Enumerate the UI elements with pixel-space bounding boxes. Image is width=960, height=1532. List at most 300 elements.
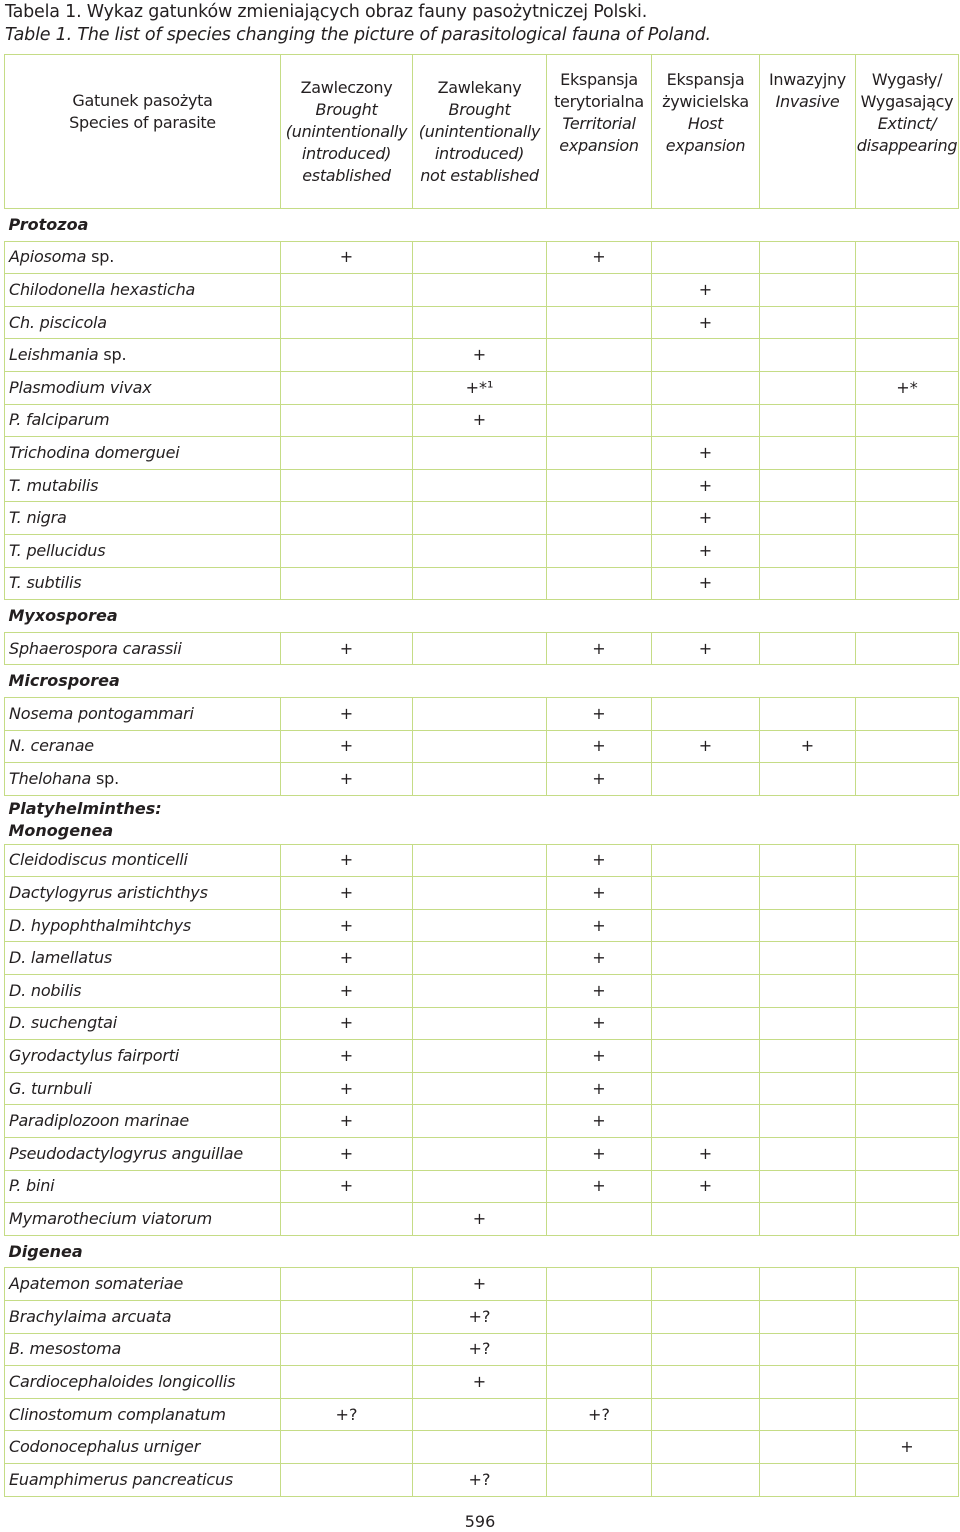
mark-cell-6 xyxy=(760,909,856,942)
mark-cell-4: + xyxy=(547,632,652,665)
table-row xyxy=(5,1333,959,1366)
mark-cell-7 xyxy=(856,404,959,437)
species-name: T. nigra xyxy=(9,508,67,528)
mark-cell-2: + xyxy=(281,1007,413,1040)
table-row xyxy=(5,469,959,502)
column-header-english: Brought xyxy=(315,99,378,119)
table-row xyxy=(5,1138,959,1171)
table-row xyxy=(5,1431,959,1464)
species-name: Mymarothecium viatorum xyxy=(9,1209,213,1229)
mark-cell-5 xyxy=(652,1268,760,1301)
group-heading-row xyxy=(5,795,959,844)
mark-cell-5 xyxy=(652,942,760,975)
mark-cell-6 xyxy=(760,975,856,1008)
mark-cell-3 xyxy=(413,877,547,910)
mark-cell-4: + xyxy=(547,975,652,1008)
mark-cell-2: + xyxy=(281,632,413,665)
table-row xyxy=(5,1268,959,1301)
column-header-polish: Ekspansja żywicielska xyxy=(662,70,749,111)
mark-cell-3 xyxy=(413,567,547,600)
species-name-cell xyxy=(5,404,281,437)
mark-cell-6 xyxy=(760,1398,856,1431)
species-name-cell xyxy=(5,1366,281,1399)
mark-cell-4 xyxy=(547,1463,652,1496)
mark-cell-6 xyxy=(760,339,856,372)
mark-cell-4 xyxy=(547,1268,652,1301)
mark-cell-2 xyxy=(281,567,413,600)
mark-cell-3: + xyxy=(413,1366,547,1399)
column-header-6 xyxy=(760,55,856,209)
column-header-7 xyxy=(856,55,959,209)
species-name: Chilodonella hexasticha xyxy=(9,279,196,299)
mark-cell-2: + xyxy=(281,730,413,763)
species-name: T. pellucidus xyxy=(9,540,106,560)
mark-cell-6 xyxy=(760,1105,856,1138)
mark-cell-6 xyxy=(760,763,856,796)
column-header-english: Territorial xyxy=(562,114,636,133)
mark-cell-3 xyxy=(413,844,547,877)
mark-cell-7 xyxy=(856,763,959,796)
mark-cell-2 xyxy=(281,274,413,307)
species-name-cell xyxy=(5,1040,281,1073)
species-name-cell xyxy=(5,339,281,372)
mark-cell-6 xyxy=(760,1203,856,1236)
mark-cell-3 xyxy=(413,1072,547,1105)
table-row xyxy=(5,1072,959,1105)
species-name-cell xyxy=(5,1203,281,1236)
species-name-cell xyxy=(5,502,281,535)
table-body xyxy=(5,209,959,1497)
mark-cell-3 xyxy=(413,763,547,796)
column-header-english: Species of parasite xyxy=(69,113,216,132)
mark-cell-2 xyxy=(281,404,413,437)
group-heading xyxy=(5,600,959,633)
mark-cell-3 xyxy=(413,241,547,274)
mark-cell-5: + xyxy=(652,469,760,502)
mark-cell-7 xyxy=(856,1007,959,1040)
species-name: Gyrodactylus fairporti xyxy=(9,1046,180,1066)
mark-cell-5: + xyxy=(652,274,760,307)
mark-cell-5 xyxy=(652,1463,760,1496)
mark-cell-5: + xyxy=(652,730,760,763)
mark-cell-7 xyxy=(856,975,959,1008)
mark-cell-6 xyxy=(760,241,856,274)
species-name: T. mutabilis xyxy=(9,475,99,495)
mark-cell-2: + xyxy=(281,1072,413,1105)
header-row xyxy=(5,55,959,209)
mark-cell-2 xyxy=(281,339,413,372)
mark-cell-4 xyxy=(547,306,652,339)
table-row xyxy=(5,1301,959,1334)
table-row xyxy=(5,534,959,567)
mark-cell-6 xyxy=(760,1138,856,1171)
species-name-cell xyxy=(5,632,281,665)
mark-cell-7 xyxy=(856,274,959,307)
species-name: P. falciparum xyxy=(9,410,110,430)
mark-cell-5: + xyxy=(652,437,760,470)
species-name-cell xyxy=(5,1268,281,1301)
mark-cell-2: + xyxy=(281,844,413,877)
column-header-english: expansion xyxy=(559,136,639,155)
species-name: T. subtilis xyxy=(9,573,82,593)
species-name-cell xyxy=(5,697,281,730)
mark-cell-7 xyxy=(856,437,959,470)
mark-cell-7 xyxy=(856,1072,959,1105)
mark-cell-4: + xyxy=(547,763,652,796)
table-row xyxy=(5,942,959,975)
mark-cell-4 xyxy=(547,1203,652,1236)
mark-cell-7 xyxy=(856,1040,959,1073)
group-heading xyxy=(5,209,959,242)
mark-cell-3 xyxy=(413,534,547,567)
species-name-cell xyxy=(5,241,281,274)
column-header-2 xyxy=(281,55,413,209)
mark-cell-2 xyxy=(281,1366,413,1399)
table-row xyxy=(5,1366,959,1399)
species-name: Trichodina domerguei xyxy=(9,442,180,462)
mark-cell-6 xyxy=(760,437,856,470)
mark-cell-7 xyxy=(856,1398,959,1431)
species-name: Nosema pontogammari xyxy=(9,703,194,723)
mark-cell-2: + xyxy=(281,1170,413,1203)
table-row xyxy=(5,1203,959,1236)
mark-cell-5 xyxy=(652,1072,760,1105)
mark-cell-4: + xyxy=(547,1170,652,1203)
species-name: B. mesostoma xyxy=(9,1339,122,1359)
mark-cell-5 xyxy=(652,763,760,796)
column-header-english: expansion xyxy=(665,136,746,155)
column-header-english: Brought xyxy=(448,99,511,119)
mark-cell-4 xyxy=(547,534,652,567)
mark-cell-5 xyxy=(652,1105,760,1138)
mark-cell-4 xyxy=(547,274,652,307)
column-header-english: not established xyxy=(420,165,539,185)
mark-cell-6 xyxy=(760,274,856,307)
mark-cell-6 xyxy=(760,632,856,665)
mark-cell-5 xyxy=(652,1431,760,1464)
mark-cell-5: + xyxy=(652,306,760,339)
species-name-cell xyxy=(5,306,281,339)
group-label: Myxosporea xyxy=(8,605,118,625)
mark-cell-6 xyxy=(760,469,856,502)
column-header-english: (unintentionally xyxy=(418,121,541,141)
mark-cell-7 xyxy=(856,730,959,763)
mark-cell-7 xyxy=(856,306,959,339)
mark-cell-6 xyxy=(760,567,856,600)
mark-cell-5 xyxy=(652,1040,760,1073)
group-heading-row xyxy=(5,209,959,242)
species-name-cell xyxy=(5,1007,281,1040)
species-name: Clinostomum complanatum xyxy=(9,1404,226,1424)
species-name: Apiosoma xyxy=(9,247,87,267)
mark-cell-7 xyxy=(856,502,959,535)
column-header-1 xyxy=(5,55,281,209)
mark-cell-3: +*¹ xyxy=(413,371,547,404)
column-header-5 xyxy=(652,55,760,209)
column-header-polish: Zawlekany xyxy=(437,77,522,97)
mark-cell-6 xyxy=(760,371,856,404)
mark-cell-2: + xyxy=(281,942,413,975)
mark-cell-3: + xyxy=(413,1203,547,1236)
mark-cell-5 xyxy=(652,339,760,372)
mark-cell-7: +* xyxy=(856,371,959,404)
mark-cell-3: +? xyxy=(413,1333,547,1366)
mark-cell-5 xyxy=(652,1203,760,1236)
mark-cell-7 xyxy=(856,942,959,975)
mark-cell-6 xyxy=(760,1431,856,1464)
species-name: Paradiplozoon marinae xyxy=(9,1111,190,1131)
table-caption-english: Table 1. The list of species changing the picture of parasitological fauna of Poland. xyxy=(5,25,711,45)
mark-cell-3: +? xyxy=(413,1301,547,1334)
group-heading-row xyxy=(5,1235,959,1268)
table-row xyxy=(5,404,959,437)
mark-cell-6 xyxy=(760,404,856,437)
mark-cell-7 xyxy=(856,469,959,502)
mark-cell-6 xyxy=(760,1268,856,1301)
species-name-cell xyxy=(5,567,281,600)
group-label: Protozoa xyxy=(8,214,89,234)
mark-cell-3 xyxy=(413,1398,547,1431)
group-sublabel: Monogenea xyxy=(8,820,114,840)
column-header-english: (unintentionally xyxy=(285,121,408,141)
mark-cell-2: + xyxy=(281,241,413,274)
species-suffix: sp. xyxy=(91,768,119,788)
table-row xyxy=(5,1040,959,1073)
mark-cell-3 xyxy=(413,1007,547,1040)
group-heading xyxy=(5,665,959,698)
mark-cell-2: + xyxy=(281,909,413,942)
species-name-cell xyxy=(5,1138,281,1171)
species-name: Cardiocephaloides longicollis xyxy=(9,1371,236,1391)
mark-cell-7 xyxy=(856,567,959,600)
mark-cell-3 xyxy=(413,502,547,535)
species-name: Pseudodactylogyrus anguillae xyxy=(9,1143,244,1163)
mark-cell-5 xyxy=(652,371,760,404)
species-name: Brachylaima arcuata xyxy=(9,1306,172,1326)
mark-cell-4: + xyxy=(547,1138,652,1171)
table-row xyxy=(5,1105,959,1138)
species-name-cell xyxy=(5,534,281,567)
mark-cell-6: + xyxy=(760,730,856,763)
table-row xyxy=(5,1463,959,1496)
species-name-cell xyxy=(5,877,281,910)
table-row xyxy=(5,1170,959,1203)
species-name: Euamphimerus pancreaticus xyxy=(9,1469,234,1489)
mark-cell-3 xyxy=(413,1138,547,1171)
table-row xyxy=(5,371,959,404)
mark-cell-2 xyxy=(281,502,413,535)
mark-cell-4 xyxy=(547,567,652,600)
mark-cell-6 xyxy=(760,877,856,910)
column-header-english: Host xyxy=(687,114,724,133)
species-name: Dactylogyrus aristichthys xyxy=(9,883,208,903)
column-header-english: introduced) xyxy=(301,143,392,163)
mark-cell-6 xyxy=(760,844,856,877)
mark-cell-3 xyxy=(413,697,547,730)
mark-cell-5: + xyxy=(652,632,760,665)
species-name-cell xyxy=(5,1105,281,1138)
mark-cell-7 xyxy=(856,877,959,910)
mark-cell-2 xyxy=(281,306,413,339)
mark-cell-3: + xyxy=(413,339,547,372)
column-header-polish: Gatunek pasożyta xyxy=(72,91,213,110)
mark-cell-7 xyxy=(856,632,959,665)
mark-cell-2 xyxy=(281,371,413,404)
mark-cell-7 xyxy=(856,1170,959,1203)
mark-cell-4: + xyxy=(547,909,652,942)
mark-cell-5 xyxy=(652,975,760,1008)
mark-cell-6 xyxy=(760,1072,856,1105)
mark-cell-3 xyxy=(413,632,547,665)
mark-cell-6 xyxy=(760,502,856,535)
mark-cell-5: + xyxy=(652,1170,760,1203)
species-name: P. bini xyxy=(9,1176,55,1196)
mark-cell-2: + xyxy=(281,1105,413,1138)
group-heading xyxy=(5,795,959,844)
mark-cell-2 xyxy=(281,534,413,567)
mark-cell-7 xyxy=(856,697,959,730)
column-header-polish: Inwazyjny xyxy=(769,70,846,89)
mark-cell-4 xyxy=(547,502,652,535)
mark-cell-6 xyxy=(760,1040,856,1073)
mark-cell-3 xyxy=(413,274,547,307)
mark-cell-7 xyxy=(856,1301,959,1334)
mark-cell-4 xyxy=(547,469,652,502)
mark-cell-4: + xyxy=(547,697,652,730)
mark-cell-3 xyxy=(413,909,547,942)
mark-cell-7: + xyxy=(856,1431,959,1464)
table-row xyxy=(5,697,959,730)
mark-cell-2: + xyxy=(281,697,413,730)
table-row xyxy=(5,632,959,665)
species-name: N. ceranae xyxy=(9,736,94,756)
group-heading-row xyxy=(5,665,959,698)
mark-cell-4: + xyxy=(547,844,652,877)
species-name: Ch. piscicola xyxy=(9,312,107,332)
species-name-cell xyxy=(5,1398,281,1431)
species-suffix: sp. xyxy=(86,247,115,267)
mark-cell-7 xyxy=(856,1105,959,1138)
column-header-4 xyxy=(547,55,652,209)
mark-cell-4 xyxy=(547,1431,652,1464)
mark-cell-6 xyxy=(760,306,856,339)
mark-cell-5: + xyxy=(652,1138,760,1171)
mark-cell-3 xyxy=(413,469,547,502)
mark-cell-5: + xyxy=(652,567,760,600)
mark-cell-4 xyxy=(547,437,652,470)
column-header-polish: Ekspansja terytorialna xyxy=(554,70,644,111)
table-row xyxy=(5,274,959,307)
table-row xyxy=(5,437,959,470)
mark-cell-3 xyxy=(413,437,547,470)
species-suffix: sp. xyxy=(98,345,127,365)
mark-cell-6 xyxy=(760,534,856,567)
species-name-cell xyxy=(5,730,281,763)
mark-cell-2 xyxy=(281,1333,413,1366)
mark-cell-3: +? xyxy=(413,1463,547,1496)
mark-cell-3 xyxy=(413,1040,547,1073)
mark-cell-3 xyxy=(413,1105,547,1138)
mark-cell-7 xyxy=(856,1138,959,1171)
group-heading xyxy=(5,1235,959,1268)
group-label: Microsporea xyxy=(8,671,120,691)
mark-cell-7 xyxy=(856,844,959,877)
table-row xyxy=(5,844,959,877)
mark-cell-4 xyxy=(547,1301,652,1334)
species-name-cell xyxy=(5,274,281,307)
mark-cell-5 xyxy=(652,1333,760,1366)
mark-cell-3: + xyxy=(413,404,547,437)
mark-cell-2: + xyxy=(281,975,413,1008)
species-table xyxy=(4,54,959,1497)
mark-cell-4 xyxy=(547,1366,652,1399)
table-row xyxy=(5,502,959,535)
mark-cell-3 xyxy=(413,975,547,1008)
species-name: G. turnbuli xyxy=(9,1078,92,1098)
mark-cell-3: + xyxy=(413,1268,547,1301)
column-header-3 xyxy=(413,55,547,209)
mark-cell-7 xyxy=(856,1463,959,1496)
mark-cell-5 xyxy=(652,241,760,274)
mark-cell-2 xyxy=(281,1203,413,1236)
mark-cell-7 xyxy=(856,339,959,372)
mark-cell-7 xyxy=(856,1366,959,1399)
species-name-cell xyxy=(5,909,281,942)
mark-cell-4 xyxy=(547,1333,652,1366)
mark-cell-2: +? xyxy=(281,1398,413,1431)
mark-cell-5 xyxy=(652,697,760,730)
column-header-english: disappearing xyxy=(856,136,958,155)
table-row xyxy=(5,1007,959,1040)
species-name-cell xyxy=(5,942,281,975)
mark-cell-7 xyxy=(856,1203,959,1236)
mark-cell-2 xyxy=(281,1301,413,1334)
mark-cell-7 xyxy=(856,534,959,567)
mark-cell-4 xyxy=(547,339,652,372)
table-row xyxy=(5,339,959,372)
mark-cell-5 xyxy=(652,877,760,910)
table-caption-polish: Tabela 1. Wykaz gatunków zmieniających obraz fauny pasożytniczej Polski. xyxy=(5,2,648,22)
species-name: Codonocephalus urniger xyxy=(9,1437,201,1457)
mark-cell-6 xyxy=(760,1007,856,1040)
mark-cell-5 xyxy=(652,1398,760,1431)
column-header-english: introduced) xyxy=(434,143,525,163)
mark-cell-3 xyxy=(413,1170,547,1203)
species-name-cell xyxy=(5,1333,281,1366)
mark-cell-2 xyxy=(281,1268,413,1301)
mark-cell-6 xyxy=(760,942,856,975)
mark-cell-4: +? xyxy=(547,1398,652,1431)
mark-cell-3 xyxy=(413,730,547,763)
species-name: Thelohana xyxy=(9,768,92,788)
mark-cell-4: + xyxy=(547,1007,652,1040)
mark-cell-3 xyxy=(413,942,547,975)
mark-cell-6 xyxy=(760,1170,856,1203)
table-row xyxy=(5,567,959,600)
mark-cell-5: + xyxy=(652,502,760,535)
mark-cell-7 xyxy=(856,1268,959,1301)
species-name-cell xyxy=(5,371,281,404)
mark-cell-7 xyxy=(856,1333,959,1366)
species-name-cell xyxy=(5,763,281,796)
mark-cell-6 xyxy=(760,697,856,730)
table-row xyxy=(5,730,959,763)
species-name-cell xyxy=(5,1072,281,1105)
table-row xyxy=(5,241,959,274)
species-name: Apatemon somateriae xyxy=(9,1274,184,1294)
mark-cell-6 xyxy=(760,1333,856,1366)
mark-cell-2: + xyxy=(281,877,413,910)
